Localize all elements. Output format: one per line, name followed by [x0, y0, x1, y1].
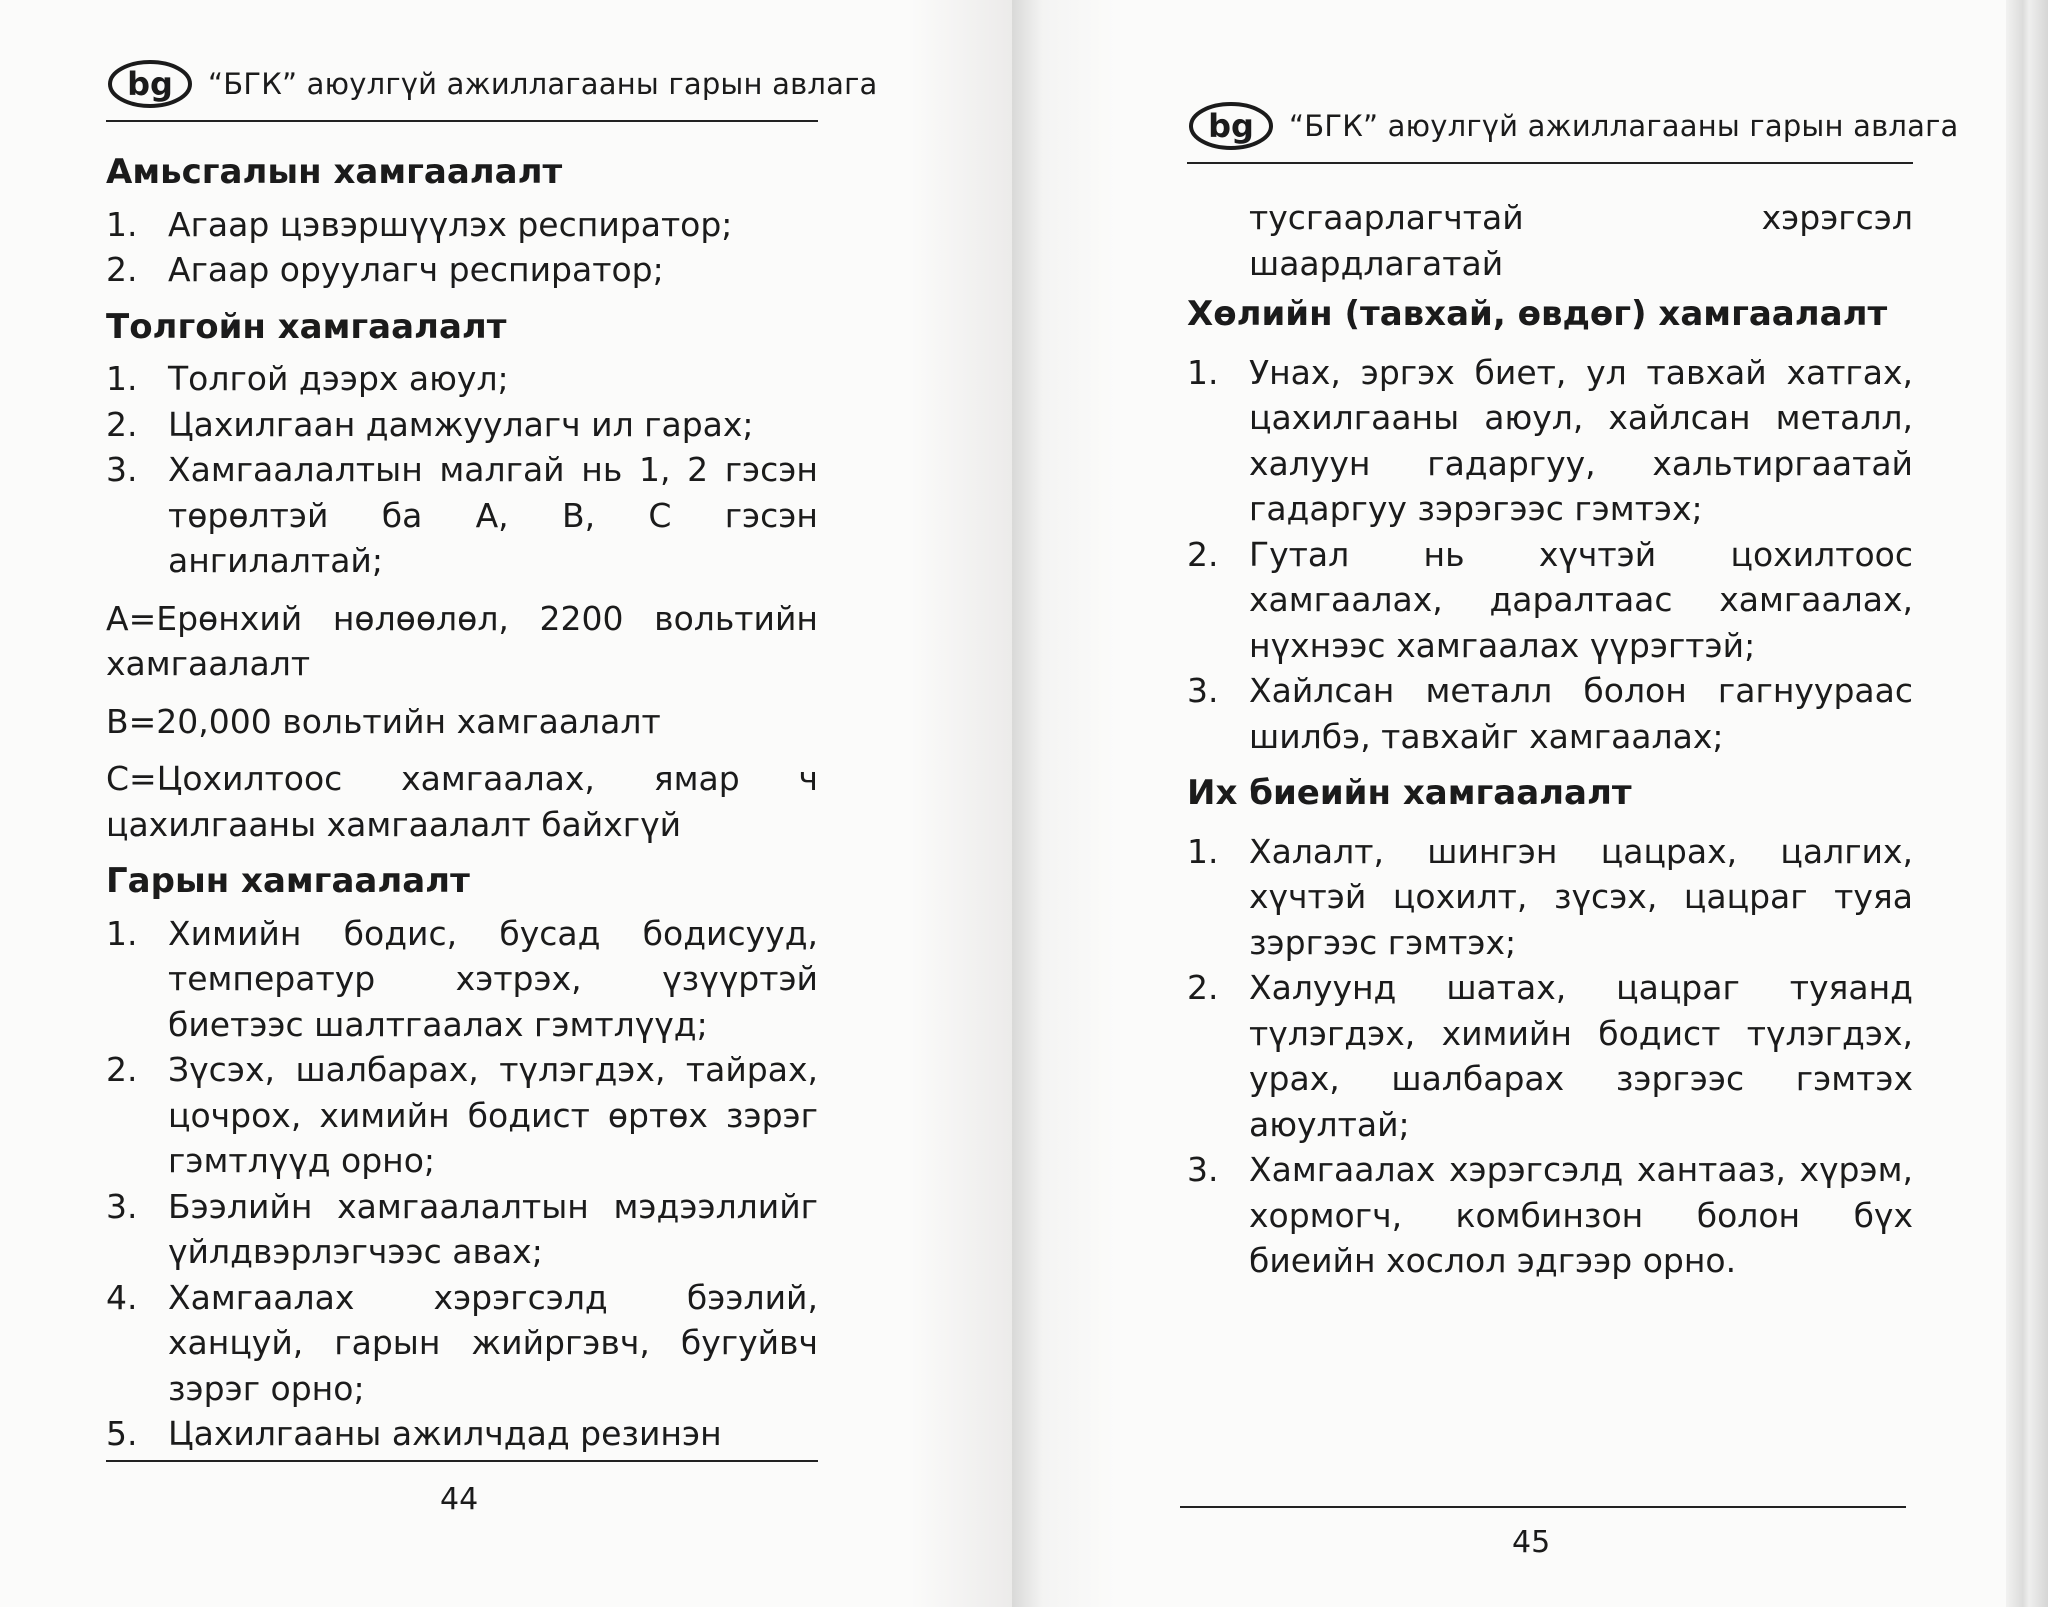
page-header: [1187, 100, 1959, 152]
list-item: 3. Бээлийн хамгаалалтын мэдээллийг үйлдвэрлэгчээс авах;: [106, 1186, 818, 1271]
class-description: C=Цохилтоос хамгаалах, ямар ч цахилгааны хамгаалалт байхгүй: [106, 759, 818, 844]
section-list: [106, 356, 818, 584]
page-header: [106, 58, 878, 110]
company-logo-icon: [106, 58, 194, 110]
class-description: B=20,000 вольтийн хамгаалалт: [106, 701, 661, 741]
header-title: “БГК” аюулгүй ажиллагааны гарын авлага: [1289, 109, 1959, 143]
list-item: 1. Агаар цэвэршүүлэх респиратор;: [106, 204, 733, 244]
left-content: [106, 150, 818, 1457]
footer-rule: [106, 1460, 818, 1462]
page-number: 44: [440, 1482, 479, 1517]
left-page: [0, 0, 1012, 1607]
class-description: A=Ерөнхий нөлөөлөл, 2200 вольтийн хамгаалалт: [106, 598, 818, 683]
book-edge: [2006, 0, 2048, 1607]
header-rule: [1187, 162, 1913, 164]
section-title: Толгойн хамгаалалт: [106, 306, 507, 347]
header-rule: [106, 120, 818, 122]
section-list: [106, 202, 818, 293]
company-logo-icon: [1187, 100, 1275, 152]
continuation-text: тусгаарлагчтай хэрэгсэл шаардлагатай: [1249, 198, 1913, 283]
list-item: 2. Гутал нь хүчтэй цохилтоос хамгаалах, даралтаас хамгаалах, нүхнээс хамгаалах үүрэгтэй;: [1187, 534, 1913, 665]
section-title: Амьсгалын хамгаалалт: [106, 152, 563, 192]
right-page: [1012, 0, 2048, 1607]
list-item: 3. Хайлсан металл болон гагнуураас шилбэ, тавхайг хамгаалах;: [1187, 671, 1913, 756]
section-title: Их биеийн хамгаалалт: [1187, 773, 1632, 813]
section-list: [1187, 350, 1913, 760]
section-title: Хөлийн (тавхай, өвдөг) хамгаалалт: [1187, 294, 1888, 334]
list-item: 1. Химийн бодис, бусад бодисууд, температур хэтрэх, үзүүртэй биетээс шалтгаалах гэмтлүүд;: [106, 913, 818, 1044]
svg-text:bg: bg: [1208, 107, 1254, 145]
page-number: 45: [1512, 1525, 1551, 1560]
section-list: [1187, 829, 1913, 1284]
list-item: 3. Хамгаалах хэрэгсэлд хантааз, хүрэм, хормогч, комбинзон болон бүх биеийн хослол эдгээр орно.: [1187, 1150, 1913, 1280]
list-item: 5. Цахилгааны ажилчдад резинэн: [106, 1414, 722, 1453]
list-item: 3. Хамгаалалтын малгай нь 1, 2 гэсэн төрөлтэй ба A, B, C гэсэн ангилалтай;: [106, 450, 818, 580]
section-title: Гарын хамгаалалт: [106, 861, 470, 901]
list-item: 1. Толгой дээрх аюул;: [106, 359, 509, 398]
svg-text:bg: bg: [127, 65, 173, 103]
list-item: 1. Халалт, шингэн цацрах, цалгих, хүчтэй цохилт, зүсэх, цацраг туяа зэргээс гэмтэх;: [1187, 831, 1913, 962]
list-item: 2. Зүсэх, шалбарах, түлэгдэх, тайрах, цочрох, химийн бодист өртөх зэрэг гэмтлүүд орно;: [106, 1050, 818, 1180]
section-list: [106, 911, 818, 1457]
right-content: [1187, 195, 1913, 1284]
list-item: 1. Унах, эргэх биет, ул тавхай хатгах, цахилгааны аюул, хайлсан металл, халуун гадаргуу, хальтиргаатай гадаргуу зэрэгээс гэмтэх;: [1187, 352, 1913, 528]
list-item: 4. Хамгаалах хэрэгсэлд бээлий, ханцуй, гарын жийргэвч, бугуйвч зэрэг орно;: [106, 1277, 818, 1408]
list-item: 2. Агаар оруулагч респиратор;: [106, 250, 664, 289]
list-item: 2. Цахилгаан дамжуулагч ил гарах;: [106, 404, 754, 444]
header-title: “БГК” аюулгүй ажиллагааны гарын авлага: [208, 67, 878, 101]
list-item: 2. Халуунд шатах, цацраг туяанд түлэгдэх, химийн бодист түлэгдэх, урах, шалбарах зэргээс гэмтэх аюултай;: [1187, 968, 1913, 1144]
footer-rule: [1180, 1506, 1906, 1508]
